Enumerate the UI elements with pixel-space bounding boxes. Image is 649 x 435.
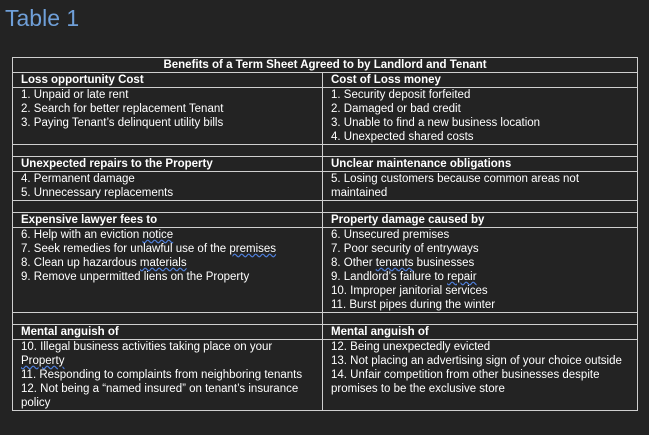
table-header-row <box>13 58 638 73</box>
spacer-cell <box>13 201 323 213</box>
spacer-cell <box>323 201 638 213</box>
section-heading-row <box>13 157 638 172</box>
list-item: 10. Improper janitorial services <box>331 285 488 297</box>
section-heading-row <box>13 73 638 88</box>
benefits-table <box>12 57 638 411</box>
list-item: 2. Damaged or bad credit <box>331 103 461 115</box>
spellcheck-word: notice <box>142 229 174 241</box>
list-item: 11. Burst pipes during the winter <box>331 299 496 311</box>
list-item: 1. Security deposit forfeited <box>331 89 471 101</box>
list-item-text <box>21 354 322 368</box>
section-items-row <box>13 340 638 411</box>
list-item: 1. Unpaid or late rent <box>21 89 129 101</box>
list-item-text: 8. Other <box>331 257 376 269</box>
list-item: 13. Not placing an advertising sign of your choice outside <box>331 355 622 367</box>
list-item-text: 9. Landlord’s failure to <box>331 271 448 283</box>
section-heading-right: Unclear maintenance obligations <box>323 157 638 172</box>
list-item <box>331 270 637 284</box>
section-heading-left: Loss opportunity Cost <box>13 73 323 88</box>
spacer-cell <box>13 145 323 157</box>
list-item-text: 6. Help with an eviction <box>21 229 143 241</box>
section-items-right <box>323 228 638 313</box>
spellcheck-word: premises <box>229 243 277 255</box>
section-heading-row <box>13 213 638 228</box>
table-header: Benefits of a Term Sheet Agreed to by Landlord and Tenant <box>13 58 638 73</box>
section-heading-right: Cost of Loss money <box>323 73 638 88</box>
section-items-row <box>13 172 638 201</box>
spacer-cell <box>323 313 638 325</box>
section-heading-left: Unexpected repairs to the Property <box>13 157 323 172</box>
page-title: Table 1 <box>5 5 80 31</box>
list-item <box>331 256 637 270</box>
spacer-cell <box>13 313 323 325</box>
list-item <box>21 228 322 242</box>
list-item: 9. Remove unpermitted liens on the Property <box>21 271 250 283</box>
section-items-left <box>13 88 323 145</box>
list-item: 2. Search for better replacement Tenant <box>21 103 224 115</box>
list-item-text: 7. Seek remedies for unlawful use of the <box>21 243 230 255</box>
list-item: 12. Being unexpectedly evicted <box>331 341 491 353</box>
spellcheck-word: tenants <box>375 257 414 269</box>
section-items-right <box>323 340 638 411</box>
list-item: 14. Unfair competition from other businesses despite promises to be the exclusive store <box>331 369 600 395</box>
list-item: 11. Responding to complaints from neighboring tenants <box>21 369 303 381</box>
spacer-row <box>13 145 638 157</box>
list-item: 12. Not being a “named insured” on tenant’s insurance policy <box>21 383 299 409</box>
section-items-left <box>13 172 323 201</box>
section-heading-row <box>13 325 638 340</box>
section-heading-right: Mental anguish of <box>323 325 638 340</box>
list-item-text: businesses <box>413 257 475 269</box>
list-item: 5. Losing customers because common areas not maintained <box>331 173 580 199</box>
list-item-text: 10. Illegal business activities taking place on your <box>21 341 273 353</box>
list-item: 7. Poor security of entryways <box>331 243 479 255</box>
section-items-row <box>13 88 638 145</box>
section-heading-left: Expensive lawyer fees to <box>13 213 323 228</box>
spellcheck-word: repair <box>447 271 477 283</box>
list-item-text: 8. Clean up hazardous <box>21 257 140 269</box>
spellcheck-word: materials <box>139 257 187 269</box>
section-items-row <box>13 228 638 313</box>
spacer-cell <box>323 145 638 157</box>
list-item: 4. Unexpected shared costs <box>331 131 474 143</box>
spacer-row <box>13 201 638 213</box>
list-item: 5. Unnecessary replacements <box>21 187 174 199</box>
section-items-right <box>323 88 638 145</box>
list-item <box>21 242 322 256</box>
list-item: 3. Paying Tenant’s delinquent utility bills <box>21 117 224 129</box>
list-item: 3. Unable to find a new business location <box>331 117 541 129</box>
section-items-right <box>323 172 638 201</box>
section-heading-left: Mental anguish of <box>13 325 323 340</box>
spellcheck-word: Property <box>21 355 65 367</box>
list-item: 4. Permanent damage <box>21 173 135 185</box>
list-item <box>21 256 322 270</box>
section-heading-right: Property damage caused by <box>323 213 638 228</box>
section-items-left <box>13 228 323 313</box>
list-item: 6. Unsecured premises <box>331 229 450 241</box>
section-items-left <box>13 340 323 411</box>
spacer-row <box>13 313 638 325</box>
